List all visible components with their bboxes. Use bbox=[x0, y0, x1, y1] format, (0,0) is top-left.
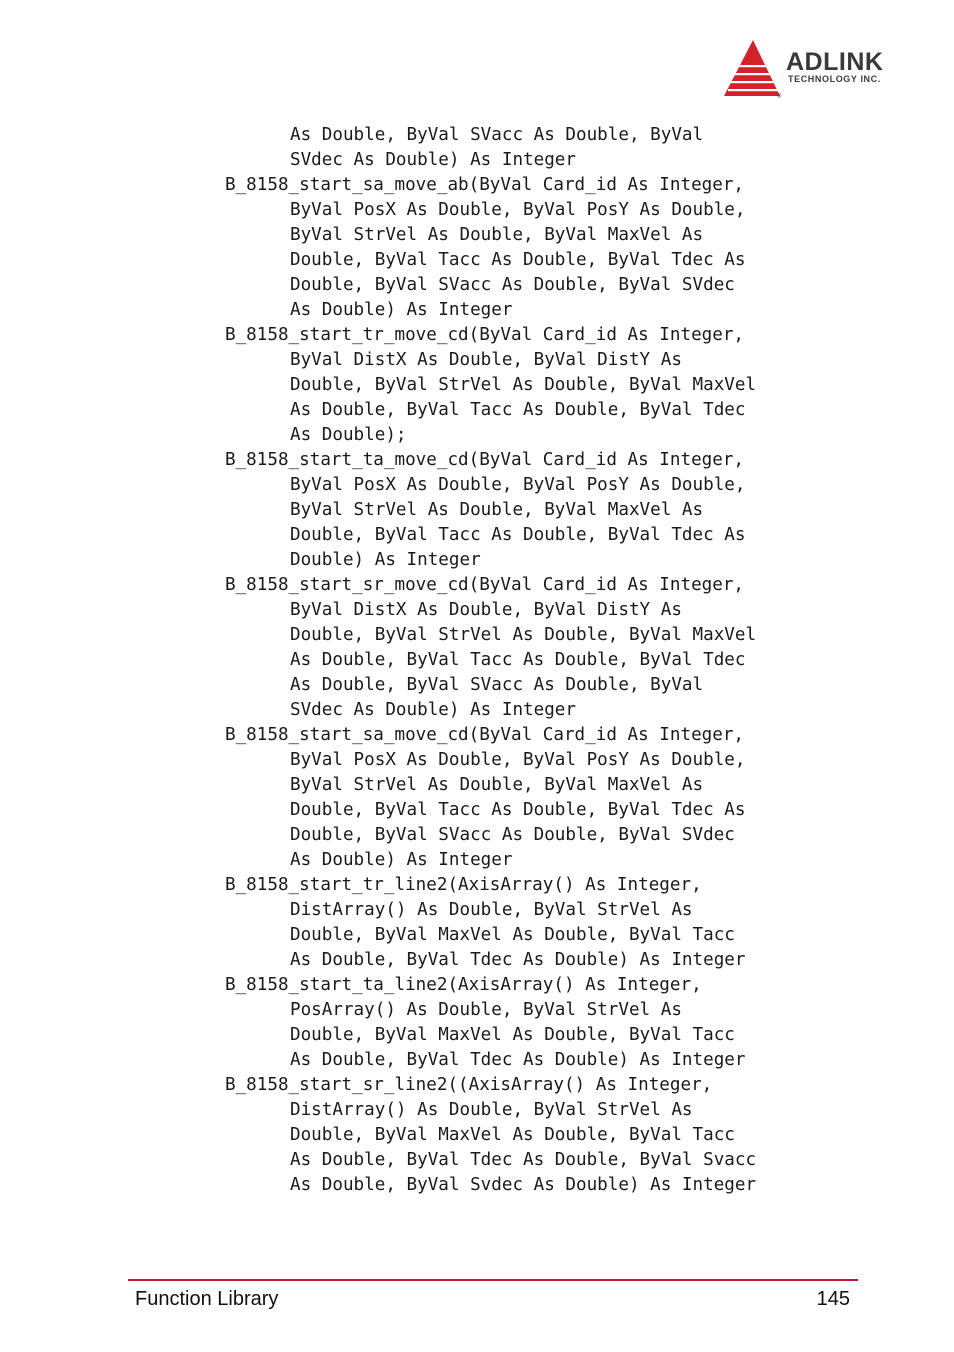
function-signature-line: B_8158_start_sa_move_cd(ByVal Card_id As Integer, bbox=[225, 725, 745, 745]
code-continuation-line: As Double, ByVal Tdec As Double) As Integer bbox=[290, 950, 746, 970]
adlink-triangle-icon bbox=[722, 38, 786, 100]
code-continuation-line: ByVal PosX As Double, ByVal PosY As Double, bbox=[290, 200, 746, 220]
code-continuation-line: ByVal PosX As Double, ByVal PosY As Double, bbox=[290, 475, 746, 495]
code-continuation-line: DistArray() As Double, ByVal StrVel As bbox=[290, 1100, 693, 1120]
code-continuation-line: As Double, ByVal Tdec As Double, ByVal Svacc bbox=[290, 1150, 757, 1170]
code-continuation-line: Double, ByVal SVacc As Double, ByVal SVdec bbox=[290, 275, 735, 295]
code-continuation-line: Double, ByVal StrVel As Double, ByVal MaxVel bbox=[290, 625, 757, 645]
code-continuation-line: Double, ByVal MaxVel As Double, ByVal Tacc bbox=[290, 925, 735, 945]
code-continuation-line: Double, ByVal Tacc As Double, ByVal Tdec As bbox=[290, 800, 746, 820]
code-continuation-line: As Double, ByVal Tdec As Double) As Integer bbox=[290, 1050, 746, 1070]
function-signature-line: B_8158_start_sr_line2((AxisArray() As Integer, bbox=[225, 1075, 713, 1095]
code-continuation-line: As Double) As Integer bbox=[290, 300, 513, 320]
code-continuation-line: As Double, ByVal SVacc As Double, ByVal bbox=[290, 125, 704, 145]
adlink-logo bbox=[722, 38, 912, 100]
footer-section-title: Function Library bbox=[135, 1288, 279, 1310]
function-signature-line: B_8158_start_sa_move_ab(ByVal Card_id As Integer, bbox=[225, 175, 745, 195]
code-continuation-line: Double, ByVal Tacc As Double, ByVal Tdec As bbox=[290, 250, 746, 270]
code-continuation-line: Double, ByVal StrVel As Double, ByVal MaxVel bbox=[290, 375, 757, 395]
code-continuation-line: Double, ByVal MaxVel As Double, ByVal Tacc bbox=[290, 1125, 735, 1145]
code-continuation-line: DistArray() As Double, ByVal StrVel As bbox=[290, 900, 693, 920]
function-signature-line: B_8158_start_ta_line2(AxisArray() As Integer, bbox=[225, 975, 702, 995]
registered-mark: ® bbox=[777, 94, 782, 100]
code-continuation-line: ByVal StrVel As Double, ByVal MaxVel As bbox=[290, 775, 704, 795]
function-signature-line: B_8158_start_tr_move_cd(ByVal Card_id As Integer, bbox=[225, 325, 745, 345]
footer-divider bbox=[128, 1279, 858, 1281]
code-continuation-line: SVdec As Double) As Integer bbox=[290, 700, 576, 720]
code-continuation-line: As Double, ByVal Tacc As Double, ByVal Tdec bbox=[290, 650, 746, 670]
function-signature-line: B_8158_start_ta_move_cd(ByVal Card_id As Integer, bbox=[225, 450, 745, 470]
code-continuation-line: Double) As Integer bbox=[290, 550, 481, 570]
brand-tagline: TECHNOLOGY INC. bbox=[788, 74, 881, 84]
code-continuation-line: ByVal StrVel As Double, ByVal MaxVel As bbox=[290, 500, 704, 520]
code-continuation-line: Double, ByVal SVacc As Double, ByVal SVdec bbox=[290, 825, 735, 845]
code-continuation-line: PosArray() As Double, ByVal StrVel As bbox=[290, 1000, 682, 1020]
code-continuation-line: As Double, ByVal SVacc As Double, ByVal bbox=[290, 675, 704, 695]
brand-name: ADLINK bbox=[786, 48, 884, 76]
code-continuation-line: ByVal DistX As Double, ByVal DistY As bbox=[290, 350, 682, 370]
function-signature-line: B_8158_start_tr_line2(AxisArray() As Integer, bbox=[225, 875, 702, 895]
code-continuation-line: ByVal PosX As Double, ByVal PosY As Double, bbox=[290, 750, 746, 770]
code-block bbox=[225, 123, 756, 1198]
code-continuation-line: As Double, ByVal Svdec As Double) As Integer bbox=[290, 1175, 757, 1195]
code-continuation-line: Double, ByVal MaxVel As Double, ByVal Tacc bbox=[290, 1025, 735, 1045]
code-continuation-line: ByVal DistX As Double, ByVal DistY As bbox=[290, 600, 682, 620]
code-continuation-line: SVdec As Double) As Integer bbox=[290, 150, 576, 170]
code-continuation-line: ByVal StrVel As Double, ByVal MaxVel As bbox=[290, 225, 704, 245]
code-continuation-line: As Double); bbox=[290, 425, 407, 445]
code-continuation-line: As Double) As Integer bbox=[290, 850, 513, 870]
code-continuation-line: Double, ByVal Tacc As Double, ByVal Tdec As bbox=[290, 525, 746, 545]
function-signature-line: B_8158_start_sr_move_cd(ByVal Card_id As Integer, bbox=[225, 575, 745, 595]
footer-page-number: 145 bbox=[816, 1288, 850, 1310]
code-continuation-line: As Double, ByVal Tacc As Double, ByVal Tdec bbox=[290, 400, 746, 420]
